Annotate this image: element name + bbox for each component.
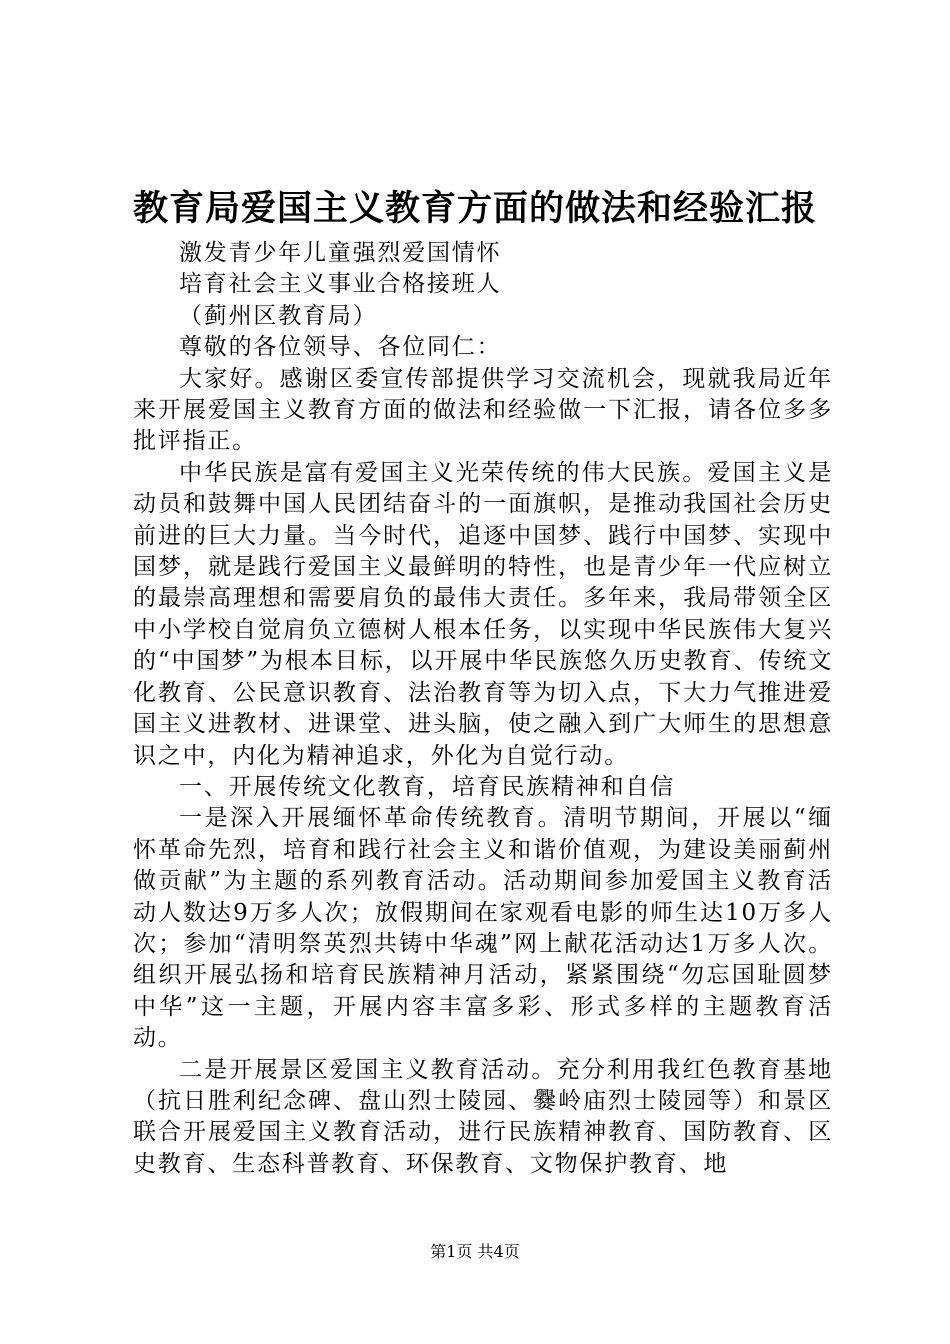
issuer-line: （蓟州区教育局） bbox=[179, 302, 378, 329]
document-title: 教育局爱国主义教育方面的做法和经验汇报 bbox=[132, 188, 817, 229]
salutation: 尊敬的各位领导、各位同仁： bbox=[179, 334, 502, 361]
paragraph-background: 中华民族是富有爱国主义光荣传统的伟大民族。爱国主义是动员和鼓舞中国人民团结奋斗的一面旗帜，是推动我国社会历史前进的巨大力量。当今时代，追逐中国梦、践行中国梦、实现中国梦，就是践行爱国主义最鲜明的特性，也是青少年一代应树立的最崇高理想和需要肩负的最伟大责任。多年来，我局带领全区中小学校自觉肩负立德树人根本任务，以实现中华民族伟大复兴的“中国梦”为根本目标，以开展中华民族悠久历史教育、传统文化教育、公民意识教育、法治教育等为切入点，下大力气推进爱国主义进教材、进课堂、进头脑，使之融入到广大师生的思想意识之中，内化为精神追求，外化为自觉行动。 bbox=[133, 459, 833, 769]
page-footer: 第1页 共4页 bbox=[430, 1242, 520, 1261]
paragraph-item-1: 一是深入开展缅怀革命传统教育。清明节期间，开展以“缅怀革命先烈，培育和践行社会主义和谐价值观，为建设美丽蓟州做贡献”为主题的系列教育活动。活动期间参加爱国主义教育活动人数达9万多人次；放假期间在家观看电影的师生达10万多人次；参加“清明祭英烈共铸中华魂”网上献花活动达1万多人次。组织开展弘扬和培育民族精神月活动，紧紧围绕“勿忘国耻圆梦中华”这一主题，开展内容丰富多彩、形式多样的主题教育活动。 bbox=[133, 805, 833, 1052]
section-heading-1: 一、开展传统文化教育，培育民族精神和自信 bbox=[179, 773, 675, 800]
document-body bbox=[133, 238, 833, 1180]
subtitle-line-2: 培育社会主义事业合格接班人 bbox=[179, 271, 502, 298]
paragraph-item-2: 二是开展景区爱国主义教育活动。充分利用我红色教育基地（抗日胜利纪念碑、盘山烈士陵园、爨岭庙烈士陵园等）和景区联合开展爱国主义教育活动，进行民族精神教育、国防教育、区史教育、生态科普教育、环保教育、文物保护教育、地 bbox=[133, 1056, 833, 1177]
paragraph-intro: 大家好。感谢区委宣传部提供学习交流机会，现就我局近年来开展爱国主义教育方面的做法和经验做一下汇报，请各位多多批评指正。 bbox=[133, 365, 833, 455]
subtitle-line-1: 激发青少年儿童强烈爱国情怀 bbox=[179, 240, 502, 266]
